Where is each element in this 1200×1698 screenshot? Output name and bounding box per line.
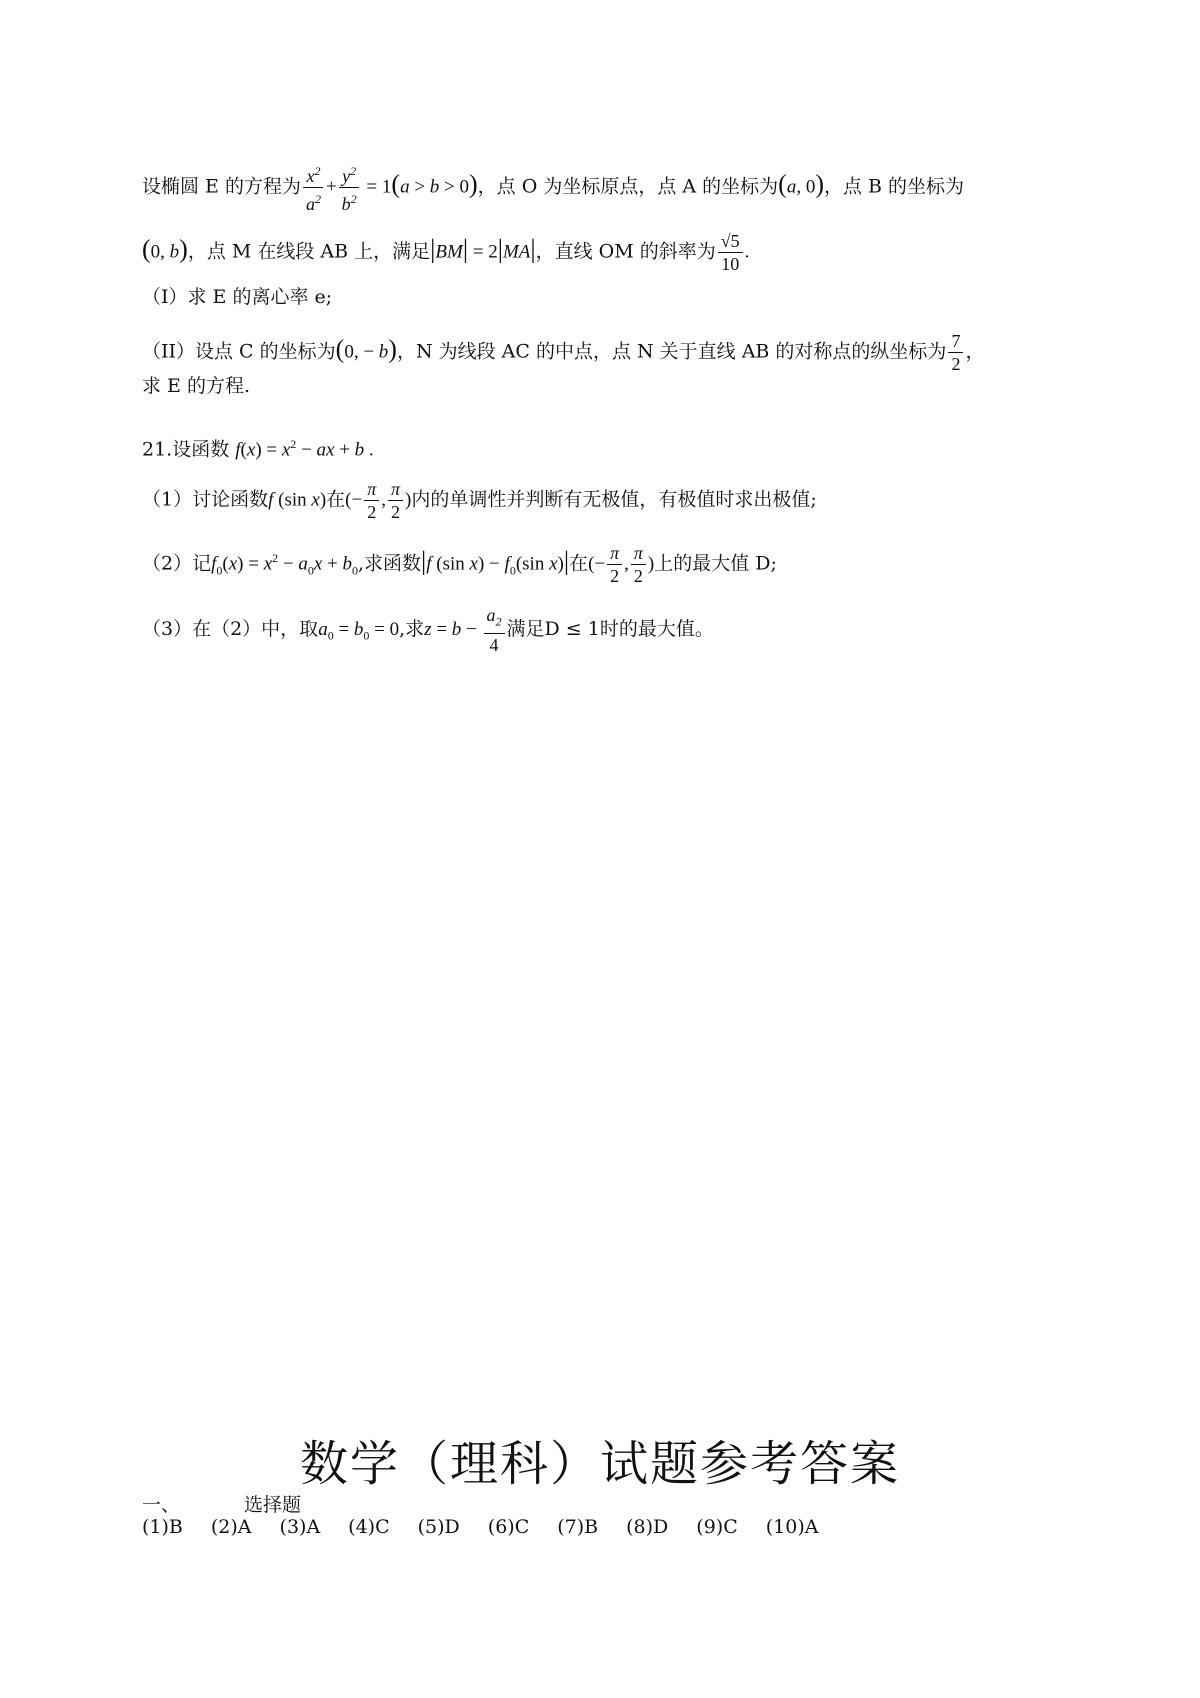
frac-7-2: $\frac{7}{2}$ [948, 330, 963, 375]
frac-a2-4: $\frac{a_2}{4}$ [484, 604, 505, 656]
answer-title: 数学（理科）试题参考答案 [299, 1436, 900, 1492]
frac-pi-2: $\frac{\pi}{2}$ [364, 478, 379, 523]
answer-list [142, 1516, 846, 1538]
answer-item: (7)B [557, 1516, 599, 1538]
answer-item: (3)A [279, 1516, 321, 1538]
frac-sqrt5-10: $\frac{√5}{10}$ [718, 230, 743, 275]
answer-item: (8)D [626, 1516, 669, 1538]
answer-item: (1)B [142, 1516, 183, 1538]
q20-part-1: （I）求 E 的离心率 e; [142, 286, 333, 308]
answer-item: (9)C [696, 1516, 738, 1538]
answer-item: (4)C [348, 1516, 390, 1538]
answer-item: (6)C [487, 1516, 530, 1538]
section-heading: 一、 选择题 [142, 1494, 302, 1516]
q20-part-2-cont: 求 E 的方程. [142, 375, 250, 397]
q21-head: 21.设函数 $f(x) = x^2$ − ax + b . [142, 437, 374, 461]
q20-line-1: 设椭圆 E 的方程为 $\frac{x^2}{a^2}$ + $\frac{y^2}{b^2}$ = 1(a > b > 0)，点 O 为坐标原点，点 A 的坐标为(a, 0)，点 B 的坐标为 [142, 160, 964, 215]
q21-part-3: （3）在（2）中，取$a_0 = b_0 = 0$,求z = b − $\frac{a_2}{4}$ 满足D ≤ 1时的最大值。 [142, 605, 714, 655]
answer-item: (2)A [210, 1516, 252, 1538]
answer-item: (10)A [765, 1516, 819, 1538]
q20-part-2: （II）设点 C 的坐标为(0, − b)，N 为线段 AC 的中点，点 N 关于直线 AB 的对称点的纵坐标为 $\frac{7}{2}$ ， [142, 331, 985, 374]
q20-line-2: (0, b)，点 M 在线段 AB 上，满足|BM| = 2|MA|，直线 OM 的斜率为 $\frac{√5}{10}$ . [142, 231, 750, 274]
frac-pi-2: $\frac{\pi}{2}$ [388, 478, 403, 523]
q21-part-1: （1）讨论函数f (sin x)在(− $\frac{\pi}{2}$ , $\frac{\pi}{2}$ )内的单调性并判断有无极值，有极值时求出极值; [142, 479, 817, 522]
answer-item: (5)D [417, 1516, 460, 1538]
frac-pi-2: $\frac{\pi}{2}$ [607, 542, 622, 587]
frac-y2-b2: $\frac{y^2}{b^2}$ [339, 160, 360, 215]
frac-pi-2: $\frac{\pi}{2}$ [631, 542, 646, 587]
frac-x2-a2: $\frac{x^2}{a^2}$ [303, 160, 324, 215]
q21-part-2: （2）记$f_0(x) = x^2 - a_0x + b_0$,求函数|f (sin $x) - f_0(\sin$ x)|在(− $\frac{\pi}{2}$ , $\frac{\pi}{2}$ )上的最大值 D; [142, 543, 777, 586]
